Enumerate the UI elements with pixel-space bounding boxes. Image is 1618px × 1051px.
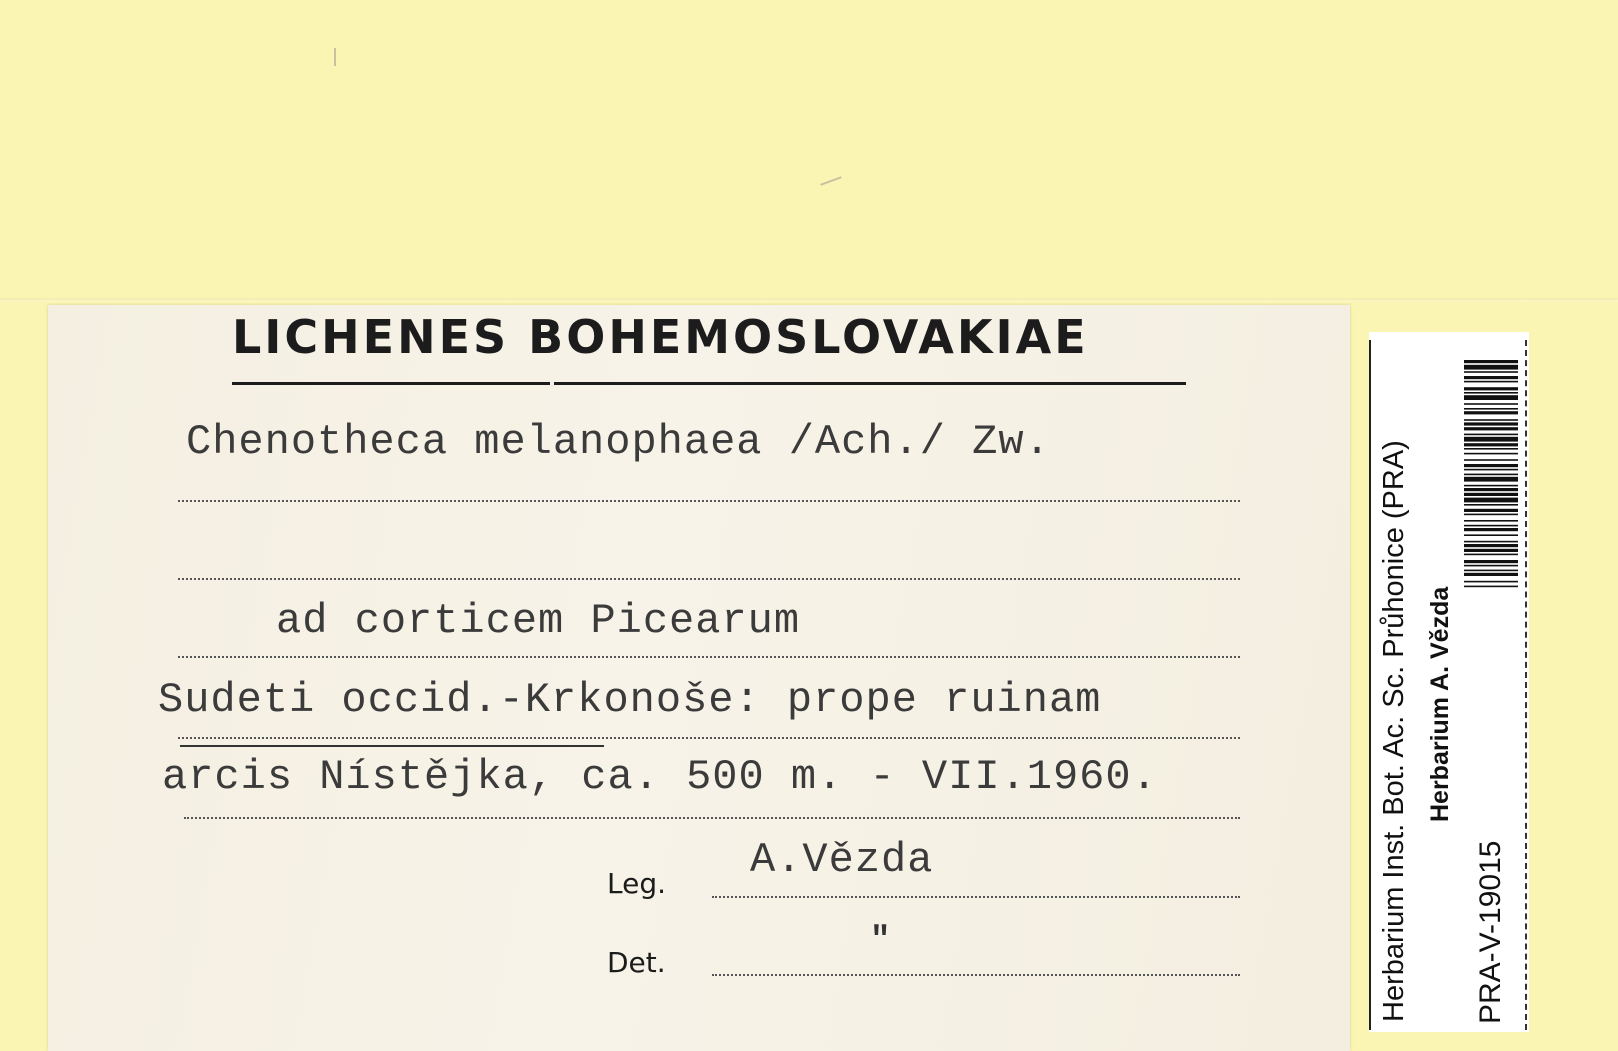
barcode-bar [1464,549,1518,552]
paper-speck [820,176,841,185]
locality-line-2: arcis Nístějka, ca. 500 m. - VII.1960. [162,753,1158,801]
barcode-bar [1464,448,1518,450]
barcode-bar [1464,371,1518,373]
barcode-bar [1464,514,1518,516]
barcode-bar [1464,419,1518,421]
title-underline-left [232,382,550,385]
collector-name: A.Vězda [750,836,934,884]
barcode-bar [1464,528,1518,531]
barcode-bar [1464,488,1518,491]
barcode-bar [1464,437,1518,442]
barcode-bar [1464,560,1518,563]
barcode-bar [1464,422,1518,425]
barcode-bar [1464,525,1518,527]
barcode-bar [1464,544,1518,547]
label-title: LICHENES BOHEMOSLOVAKIAE [232,310,1089,364]
barcode-bar [1464,387,1518,390]
collection-text: Herbarium A. Vězda [1426,586,1454,822]
dotted-line-2 [178,578,1240,580]
barcode-bar [1464,395,1518,400]
barcode-bar [1464,376,1518,379]
barcode-bar [1464,459,1518,461]
barcode-bar [1464,520,1518,522]
barcode-bar [1464,408,1518,410]
barcode-bar [1464,392,1518,394]
paper-speck [334,48,336,66]
dotted-line-leg [712,896,1240,898]
barcode-bar [1464,541,1518,543]
barcode-bar [1464,443,1518,446]
barcode [1464,360,1518,770]
barcode-bar [1464,360,1518,363]
barcode-bar [1464,477,1518,482]
barcode-bar [1464,485,1518,487]
dotted-line-3 [178,656,1240,658]
barcode-bar [1464,570,1518,572]
locality-line-1: Sudeti occid.-Krkonoše: prope ruinam [158,676,1102,724]
strip-border-line [1369,340,1371,1030]
barcode-bar [1464,493,1518,496]
leg-label: Leg. [607,867,667,900]
institution-text: Herbarium Inst. Bot. Ac. Sc. Průhonice (PRA) [1378,440,1410,1022]
barcode-bar [1464,381,1518,383]
barcode-bar [1464,498,1518,503]
barcode-bar [1464,534,1518,536]
dotted-line-det [712,974,1240,976]
barcode-bar [1464,581,1518,583]
catalog-number: PRA-V-19015 [1474,840,1507,1024]
barcode-bar [1464,403,1518,405]
substrate-text: ad corticem Picearum [276,597,801,645]
barcode-bar [1464,434,1518,436]
dotted-line-1 [178,500,1240,502]
barcode-bar [1464,554,1518,556]
title-underline-right [554,382,1186,385]
locality-underline [180,745,604,747]
barcode-bar [1464,469,1518,471]
barcode-bar [1464,464,1518,467]
barcode-bar [1464,411,1518,414]
barcode-bar [1464,573,1518,576]
barcode-bar [1464,474,1518,476]
barcode-bar [1464,365,1518,370]
barcode-bar [1464,504,1518,506]
determiner-ditto: " [870,922,891,960]
dotted-line-4 [178,737,1240,739]
strip-dashed-edge [1525,340,1527,1030]
barcode-bar [1464,453,1518,455]
barcode-bar [1464,509,1518,512]
fold-line [0,298,1618,302]
barcode-bar [1464,586,1518,588]
det-label: Det. [607,946,666,979]
barcode-bar [1464,427,1518,430]
dotted-line-5 [184,817,1240,819]
taxon-name: Chenotheca melanophaea /Ach./ Zw. [186,418,1051,466]
barcode-bar [1464,565,1518,567]
